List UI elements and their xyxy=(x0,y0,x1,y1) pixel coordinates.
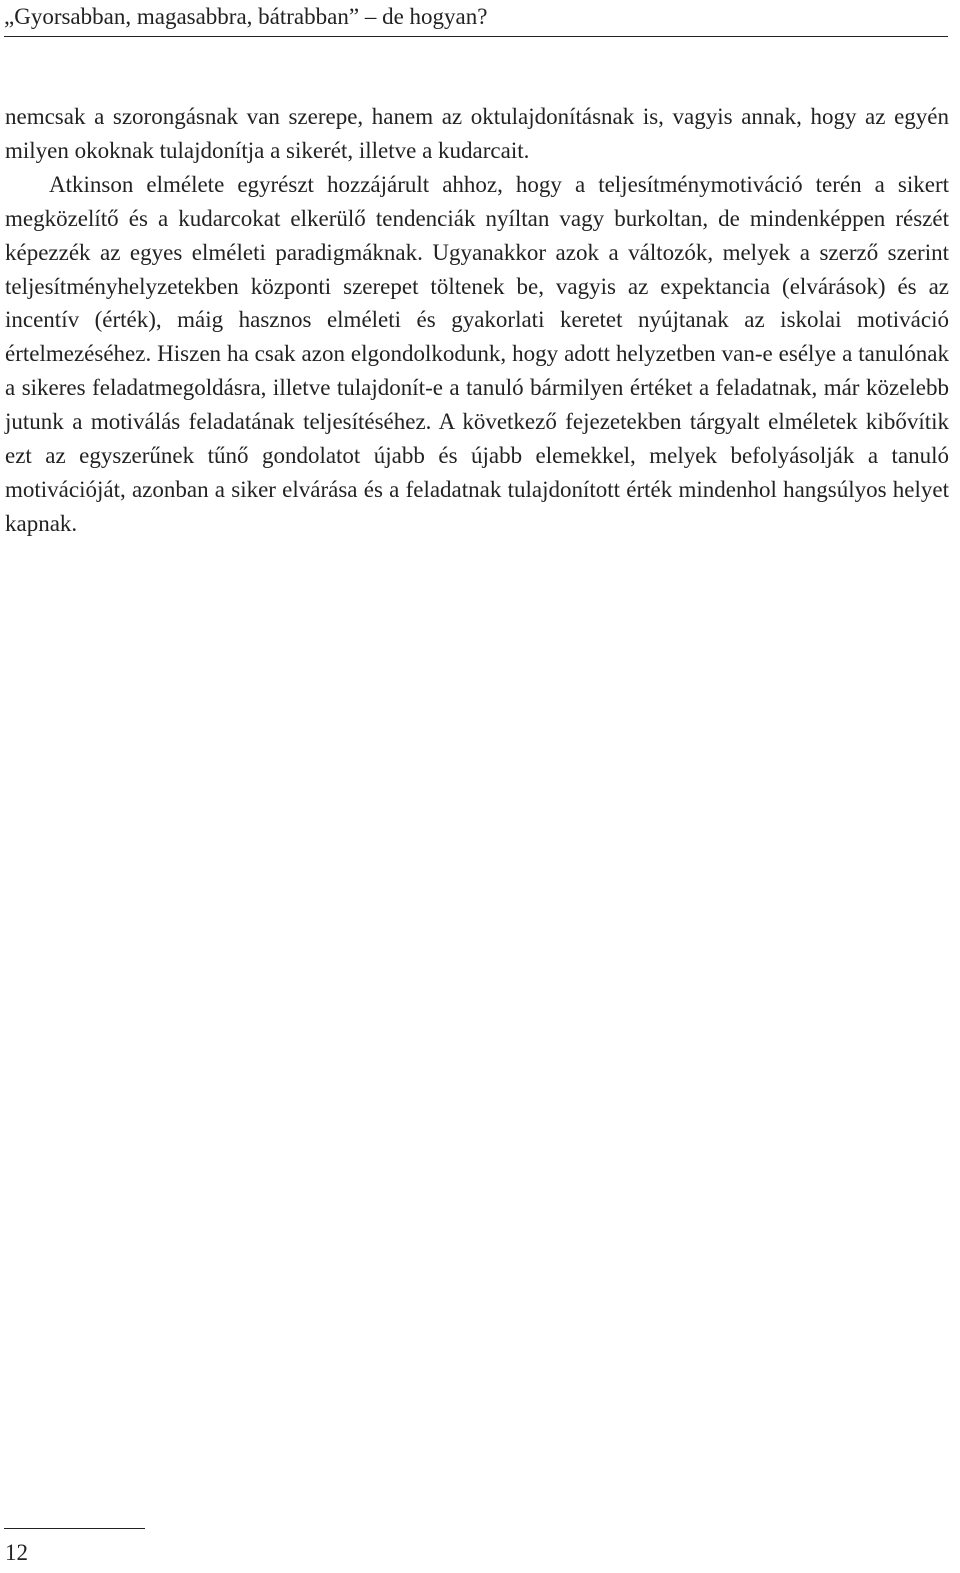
paragraph-atkinson: Atkinson elmélete egyrészt hozzájárult ahhoz, hogy a teljesítménymotiváció terén a sikert megközelítő és a kudarcokat elkerülő tendenciák nyíltan vagy burkoltan, de mindenképpen részét képezzék az egyes elméleti paradigmáknak. Ugyanakkor azok a változók, melyek a szerző szerint teljesítményhelyzetekben központi szerepet töltenek be, vagyis az expektancia (elvárások) és az incentív (érték), máig hasznos elméleti és gyakorlati keretet nyújtanak az iskolai motiváció értelmezéséhez. Hiszen ha csak azon elgondolkodunk, hogy adott helyzetben van-e esélye a tanulónak a sikeres feladatmegoldásra, illetve tulajdonít-e a tanuló bármilyen értéket a feladatnak, már közelebb jutunk a motiválás feladatának teljesítéséhez. A következő fejezetekben tárgyalt elméletek kibővítik ezt az egyszerűnek tűnő gondolatot újabb és újabb elemekkel, melyek befolyásolják a tanuló motivációját, azonban a siker elvárása és a feladatnak tulajdonított érték mindenhol hangsúlyos helyet kapnak. xyxy=(5,171,949,536)
page-number: 12 xyxy=(5,1540,28,1565)
main-text xyxy=(5,100,949,541)
header-rule xyxy=(4,36,948,37)
running-header-title: „Gyorsabban, magasabbra, bátrabban” – de hogyan? xyxy=(4,4,488,29)
footer-rule xyxy=(4,1528,145,1529)
paragraph-continued: nemcsak a szorongásnak van szerepe, hanem az oktulajdonításnak is, vagyis annak, hogy az egyén milyen okoknak tulajdonítja a sikerét, illetve a kudarcait. xyxy=(5,104,949,163)
